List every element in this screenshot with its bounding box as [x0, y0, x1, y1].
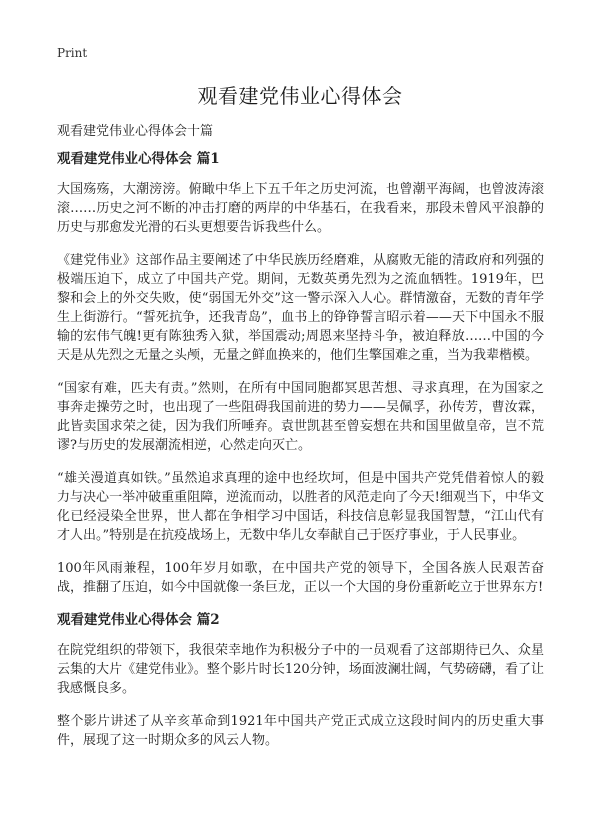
paragraph: 整个影片讲述了从辛亥革命到1921年中国共产党正式成立这段时间内的历史重大事件，展现了这一时期众多的风云人物。: [57, 714, 544, 748]
document-subtitle: 观看建党伟业心得体会十篇: [57, 124, 214, 139]
paragraph: “国家有难，匹夫有责。”然则，在所有中国同胞都冥思苦想、寻求真理，在为国家之事奔走操劳之时，也出现了一些阻碍我国前进的势力——吴佩孚，孙传芳，曹汝霖，此皆卖国求荣之徒，因为我们所唾弃。袁世凯甚至曾妄想在共和国里做皇帝，岂不荒谬?与历史的发展潮流相逆，心然走向灭亡。: [57, 381, 544, 453]
paragraph: “雄关漫道真如铁。”虽然追求真理的途中也经坎坷，但是中国共产党凭借着惊人的毅力与决心一举冲破重重阻障，逆流而动，以胜者的风范走向了今天!细观当下，中华文化已经浸染全世界，世人都在争相学习中国话，科技信息彰显我国智慧，“江山代有才人出。”特别是在抗疫战场上，无数中华儿女奉献自己于医疗事业，于人民事业。: [57, 471, 544, 543]
paragraph: 大国殇殇，大潮滂滂。俯瞰中华上下五千年之历史河流，也曾潮平海阔，也曾波涛滚滚……历史之河不断的冲击打磨的两岸的中华基石，在我看来，那段未曾风平浪静的历史与那愈发光滑的石头更想要告诉我些什么。: [57, 182, 544, 235]
print-label: Print: [57, 46, 88, 60]
paragraph: 在院党组织的带领下，我很荣幸地作为积极分子中的一员观看了这部期待已久、众星云集的大片《建党伟业》。整个影片时长120分钟，场面波澜壮阔，气势磅礴，看了让我感慨良多。: [57, 643, 544, 696]
section-1: [57, 150, 544, 597]
paragraph: 《建党伟业》这部作品主要阐述了中华民族历经磨难，从腐败无能的清政府和列强的极端压迫下，成立了中国共产党。期间，无数英勇先烈为之流血牺牲。1919年，巴黎和会上的外交失败，使“弱国无外交”这一警示深入人心。群情激奋，无数的青年学生上街游行。“誓死抗争，还我青岛”，血书上的铮铮誓言昭示着——天下中国永不服输的宏伟气魄!更有陈独秀入狱，举国震动;周恩来坚持斗争，被迫释放……中国的今天是从先烈之无量之头颅，无量之鲜血换来的，他们生擎国难之重，当为我辈楷模。: [57, 253, 544, 363]
document-title: 观看建党伟业心得体会: [197, 84, 403, 108]
paragraph: 100年风雨兼程，100年岁月如歌，在中国共产党的领导下，全国各族人民艰苦奋战，推翻了压迫，如今中国就像一条巨龙，正以一个大国的身份重新屹立于世界东方!: [57, 561, 544, 595]
section-heading: 观看建党伟业心得体会 篇2: [57, 612, 220, 628]
section-heading: 观看建党伟业心得体会 篇1: [57, 151, 220, 167]
section-2: [57, 611, 544, 750]
document-content: [57, 150, 544, 764]
